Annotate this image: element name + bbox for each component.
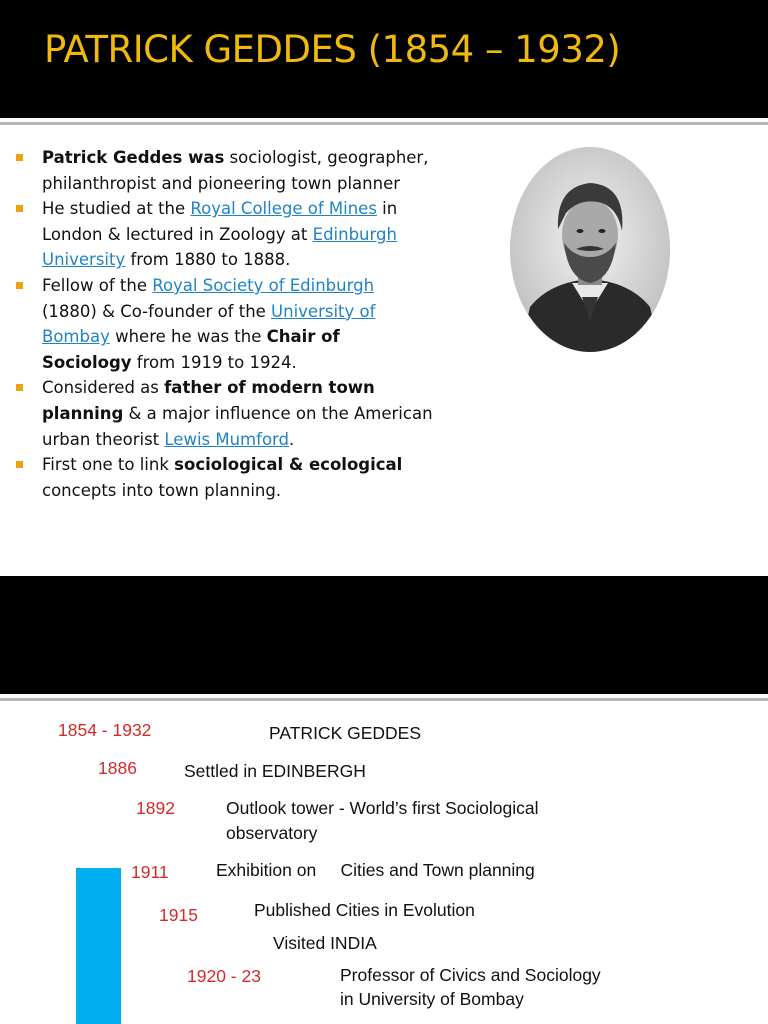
bullet-marker-icon (16, 205, 23, 212)
bullet-item (14, 273, 434, 375)
text: from 1919 to 1924. (131, 352, 297, 372)
link-lewis-mumford[interactable]: Lewis Mumford (164, 429, 290, 449)
bullet-item (14, 375, 434, 452)
bold-text: father of modern town planning (42, 378, 375, 423)
text: . (289, 429, 295, 449)
timeline-event-line2: in University of Bombay (340, 989, 524, 1009)
text: First one to link (42, 455, 175, 475)
bullet-marker-icon (16, 384, 23, 391)
bullet-item (14, 196, 434, 273)
timeline-event: Outlook tower - World’s first Sociological (226, 798, 539, 818)
divider (0, 122, 768, 125)
text: concepts into town planning. (42, 480, 282, 500)
timeline-year: 1911 (131, 862, 169, 882)
text: He studied at the (42, 199, 191, 219)
portrait-illustration-icon (510, 147, 670, 352)
timeline-event: Settled in EDINBERGH (184, 761, 366, 781)
text: from 1880 to 1888. (125, 250, 291, 270)
timeline-header-years: 1854 - 1932 (58, 720, 152, 740)
text: (1880) & Co-founder of the (42, 301, 272, 321)
timeline-year: 1920 - 23 (187, 966, 261, 986)
timeline-year: 1886 (98, 758, 137, 778)
text: sociologist, geographer, philanthropist and pioneering town planner (42, 148, 429, 193)
slide-title: PATRICK GEDDES (1854 – 1932) (44, 28, 621, 71)
divider (0, 698, 768, 701)
bold-text: Patrick Geddes was (42, 148, 225, 167)
timeline-event: Published Cities in Evolution (254, 900, 475, 920)
bullet-marker-icon (16, 461, 23, 468)
bold-text: sociological & ecological (174, 455, 403, 475)
bullet-list (14, 145, 434, 503)
link-royal-college-of-mines[interactable]: Royal College of Mines (190, 199, 377, 219)
text: in London & lectured in Zoology at (42, 199, 398, 244)
timeline-event: Professor of Civics and Sociology (340, 965, 601, 985)
timeline-bar (76, 868, 121, 1024)
portrait-photo (510, 147, 670, 352)
bullet-item (14, 452, 434, 503)
text: Fellow of the (42, 275, 153, 295)
timeline-event: Exhibition on Cities and Town planning (216, 860, 535, 880)
bold-text: Chair of Sociology (42, 327, 340, 372)
title-band (0, 0, 768, 118)
text: Considered as (42, 378, 165, 398)
text: where he was the (109, 327, 267, 347)
link-edinburgh-university[interactable]: Edinburgh University (42, 224, 397, 270)
bullet-item (14, 145, 434, 196)
black-band (0, 576, 768, 694)
bullet-marker-icon (16, 154, 23, 161)
link-university-of-bombay[interactable]: University of Bombay (42, 301, 376, 347)
timeline-year: 1915 (159, 905, 198, 925)
bullet-marker-icon (16, 282, 23, 289)
timeline-header-name: PATRICK GEDDES (269, 723, 422, 743)
timeline-event-line2: observatory (226, 823, 318, 843)
text: & a major influence on the American urban theorist (42, 403, 433, 449)
timeline-year: 1892 (136, 798, 175, 818)
timeline-event-line2: Visited INDIA (273, 933, 377, 953)
link-royal-society-of-edinburgh[interactable]: Royal Society of Edinburgh (152, 275, 375, 295)
